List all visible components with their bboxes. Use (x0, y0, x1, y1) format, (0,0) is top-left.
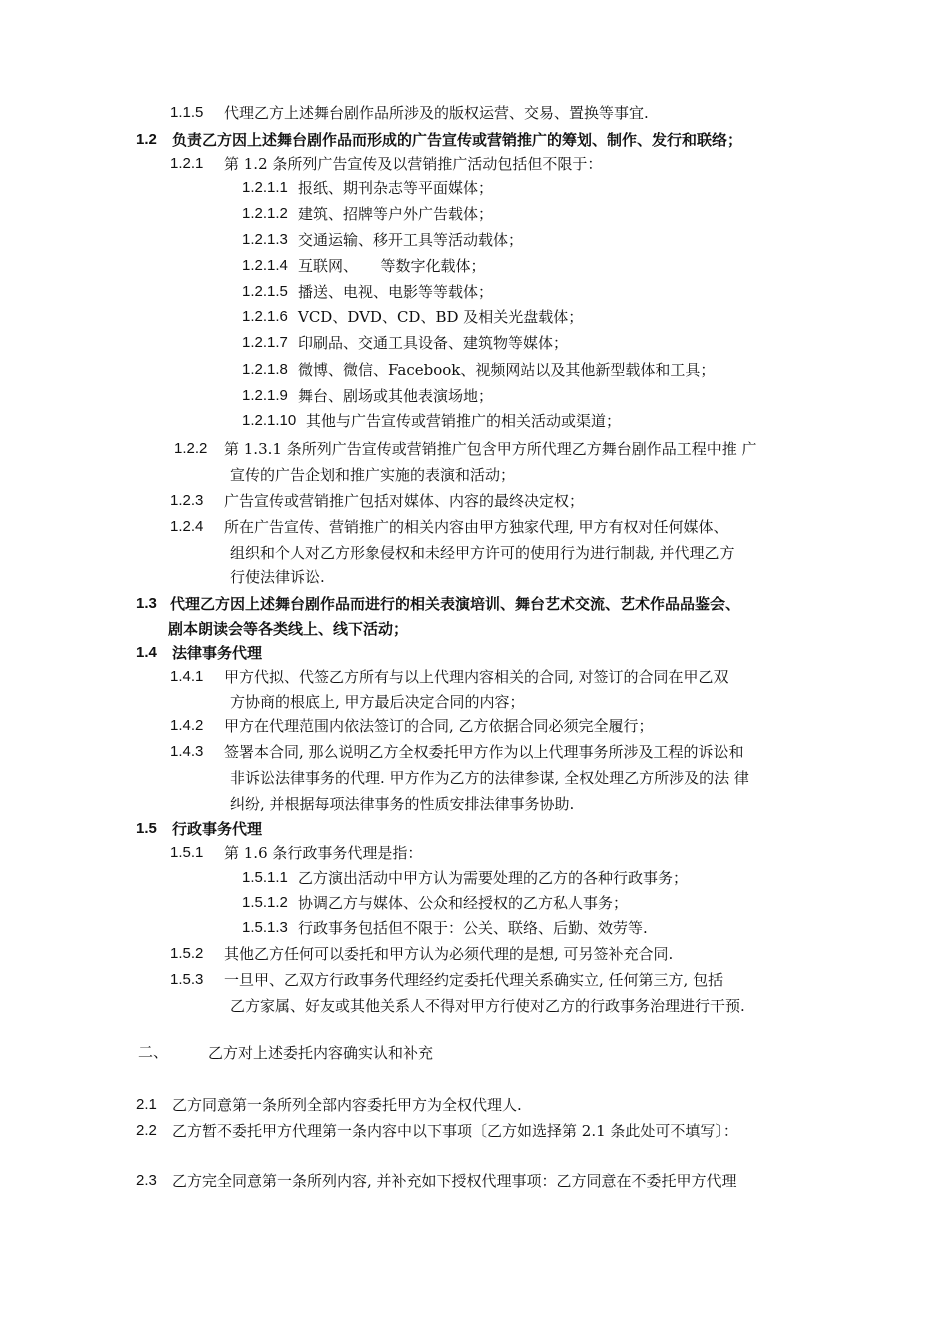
clause-text: 负责乙方因上述舞台剧作品而形成的广告宣传或营销推广的筹划、制作、发行和联络； (172, 131, 743, 149)
clause-number: 1.2.1.4 (242, 257, 288, 274)
clause-text: 协调乙方与媒体、公众和经授权的乙方私人事务； (298, 894, 629, 912)
clause-text: 其他乙方任何可以委托和甲方认为必须代理的是想, 可另签补充合同. (224, 945, 674, 963)
clause-text: 第 1.6 条行政事务代理是指： (224, 844, 423, 862)
clause-text: 建筑、招牌等户外广告载体； (298, 205, 494, 223)
clause-number: 1.4.3 (170, 743, 204, 760)
clause-text: 互联网、 等数字化载体； (298, 257, 486, 275)
clause-text: 甲方代拟、代签乙方所有与以上代理内容相关的合同, 对签订的合同在甲乙双 (224, 668, 729, 686)
clause-number: 1.2.1 (170, 155, 204, 172)
clause-text: 报纸、期刊杂志等平面媒体； (298, 179, 494, 197)
clause-number: 1.2.1.5 (242, 283, 288, 300)
clause-text: 其他与广告宣传或营销推广的相关活动或渠道； (306, 412, 622, 430)
clause-number: 1.2.4 (170, 518, 204, 535)
clause-number: 1.5.1.1 (242, 869, 288, 886)
clause-number: 1.1.5 (170, 104, 204, 121)
clause-number: 2.3 (136, 1172, 157, 1189)
clause-text: 非诉讼法律事务的代理. 甲方作为乙方的法律参谋, 全权处理乙方所涉及的法 律 (230, 769, 749, 787)
clause-text: 乙方对上述委托内容确实认和补充 (208, 1044, 434, 1062)
clause-number: 1.4.2 (170, 717, 204, 734)
clause-text: 代理乙方因上述舞台剧作品而进行的相关表演培训、舞台艺术交流、艺术作品品鉴会、 (170, 595, 741, 613)
clause-number: 1.2.1.8 (242, 361, 288, 378)
clause-number: 1.4.1 (170, 668, 204, 685)
clause-text: 法律事务代理 (172, 644, 263, 662)
clause-text: 代理乙方上述舞台剧作品所涉及的版权运营、交易、置换等事宜. (224, 104, 649, 122)
clause-number: 1.5.2 (170, 945, 204, 962)
clause-text: 行使法律诉讼. (230, 568, 325, 586)
clause-text: 组织和个人对乙方形象侵权和未经甲方许可的使用行为进行制裁, 并代理乙方 (230, 544, 735, 562)
clause-number: 1.2.2 (174, 440, 208, 457)
clause-number: 1.5.1 (170, 844, 204, 861)
clause-number: 2.2 (136, 1122, 157, 1139)
clause-text: 宣传的广告企划和推广实施的表演和活动； (230, 466, 516, 484)
clause-text: 方协商的根底上, 甲方最后决定合同的内容； (230, 693, 525, 711)
clause-text: 第 1.3.1 条所列广告宣传或营销推广包含甲方所代理乙方舞台剧作品工程中推 广 (224, 440, 757, 458)
clause-number: 2.1 (136, 1096, 157, 1113)
clause-text: 乙方暂不委托甲方代理第一条内容中以下事项〔乙方如选择第 2.1 条此处可不填写〕： (172, 1122, 738, 1140)
clause-text: 印刷品、交通工具设备、建筑物等媒体； (298, 334, 569, 352)
clause-number: 1.5.1.3 (242, 919, 288, 936)
clause-number: 1.2.1.7 (242, 334, 288, 351)
clause-number: 1.2.1.2 (242, 205, 288, 222)
clause-number: 1.2.3 (170, 492, 204, 509)
clause-text: 甲方在代理范围内依法签订的合同, 乙方依据合同必须完全履行； (224, 717, 654, 735)
clause-number: 1.2 (136, 131, 157, 148)
clause-number: 1.3 (136, 595, 157, 612)
clause-text: 播送、电视、电影等等载体； (298, 283, 494, 301)
clause-text: 第 1.2 条所列广告宣传及以营销推广活动包括但不限于： (224, 155, 603, 173)
clause-text: 舞台、剧场或其他表演场地； (298, 387, 494, 405)
clause-number: 1.5.3 (170, 971, 204, 988)
clause-text: 乙方家属、好友或其他关系人不得对甲方行使对乙方的行政事务治理进行干预. (230, 997, 745, 1015)
clause-text: 签署本合同, 那么说明乙方全权委托甲方作为以上代理事务所涉及工程的诉讼和 (224, 743, 744, 761)
clause-number: 1.2.1.10 (242, 412, 297, 429)
clause-text: 广告宣传或营销推广包括对媒体、内容的最终决定权； (224, 492, 585, 510)
clause-text: 行政事务包括但不限于：公关、联络、后勤、效劳等. (298, 919, 648, 937)
clause-text: 乙方完全同意第一条所列内容, 并补充如下授权代理事项：乙方同意在不委托甲方代理 (172, 1172, 737, 1190)
clause-number: 1.5 (136, 820, 157, 837)
clause-number: 1.5.1.2 (242, 894, 288, 911)
clause-number: 1.4 (136, 644, 157, 661)
clause-number: 1.2.1.6 (242, 308, 288, 325)
clause-text: 交通运输、移开工具等活动载体； (298, 231, 524, 249)
clause-text: 所在广告宣传、营销推广的相关内容由甲方独家代理, 甲方有权对任何媒体、 (224, 518, 729, 536)
clause-text: 一旦甲、乙双方行政事务代理经约定委托代理关系确实立, 任何第三方, 包括 (224, 971, 724, 989)
clause-text: 纠纷, 并根据每项法律事务的性质安排法律事务协助. (230, 795, 575, 813)
clause-text: 剧本朗读会等各类线上、线下活动； (168, 620, 409, 638)
clause-text: VCD、DVD、CD、BD 及相关光盘载体； (298, 308, 584, 326)
clause-text: 行政事务代理 (172, 820, 263, 838)
clause-text: 乙方同意第一条所列全部内容委托甲方为全权代理人. (172, 1096, 522, 1114)
clause-number: 1.2.1.1 (242, 179, 288, 196)
clause-text: 乙方演出活动中甲方认为需要处理的乙方的各种行政事务； (298, 869, 689, 887)
clause-text: 微博、微信、Facebook、视频网站以及其他新型载体和工具； (298, 361, 716, 379)
clause-number: 1.2.1.3 (242, 231, 288, 248)
clause-number: 1.2.1.9 (242, 387, 288, 404)
clause-number: 二、 (138, 1044, 169, 1061)
